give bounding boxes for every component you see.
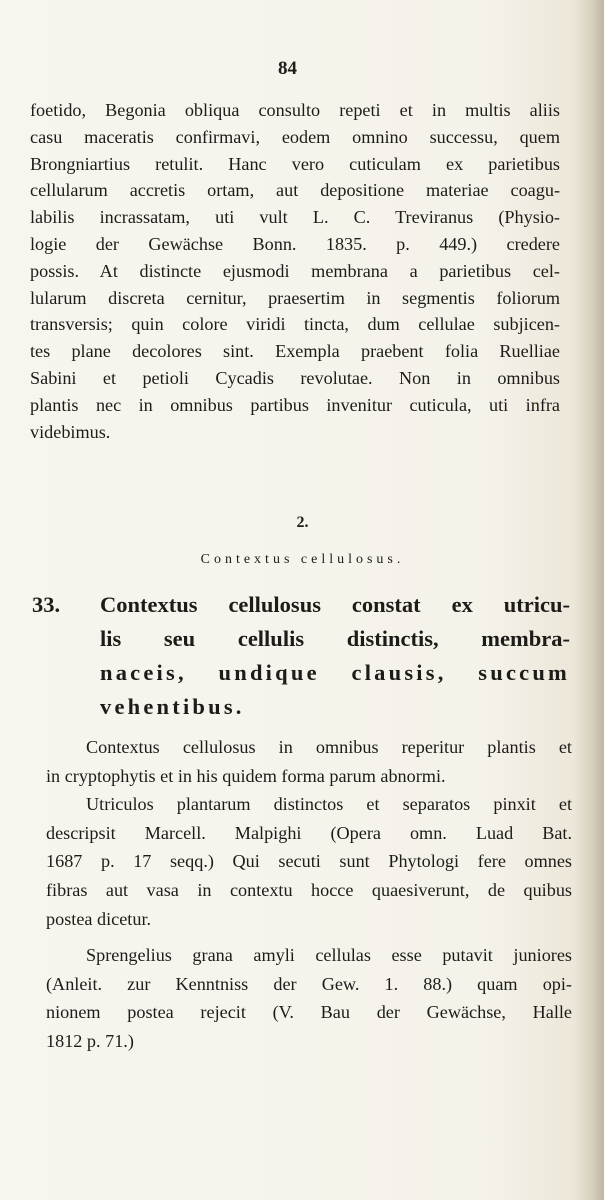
text-line: 1812 p. 71.) bbox=[46, 1030, 134, 1051]
text-line: 1687 p. 17 seqq.) Qui secuti sunt Phytologi fere omnes bbox=[46, 851, 572, 872]
text-line: (Anleit. zur Kenntniss der Gew. 1. 88.) quam opi- bbox=[46, 973, 572, 994]
text-line: nionem postea rejecit (V. Bau der Gewächse, Halle bbox=[46, 1002, 572, 1023]
thesis-line: naceis, undique clausis, succum bbox=[100, 660, 570, 685]
text-line: Contextus cellulosus in omnibus reperitur plantis et bbox=[86, 737, 572, 757]
text-line: labilis incrassatam, uti vult L. C. Treviranus (Physio- bbox=[30, 207, 560, 228]
body-paragraphs bbox=[46, 733, 572, 1056]
thesis-line bbox=[32, 588, 570, 622]
thesis-number: 33. bbox=[32, 592, 61, 617]
thesis-statement bbox=[32, 588, 570, 724]
page-edge-shadow bbox=[574, 0, 604, 1200]
text-line: foetido, Begonia obliqua consulto repeti et in multis aliis bbox=[30, 100, 560, 120]
page-number: 84 bbox=[278, 58, 297, 79]
thesis-text: Contextus cellulosus constat ex utricu- bbox=[100, 592, 570, 617]
text-line: Sabini et petioli Cycadis revolutae. Non in omnibus bbox=[30, 367, 560, 388]
text-line: postea dicetur. bbox=[46, 908, 152, 929]
text-line: tes plane decolores sint. Exempla praebent folia Ruelliae bbox=[30, 341, 560, 362]
text-line: videbimus. bbox=[30, 421, 111, 442]
text-line: casu maceratis confirmavi, eodem omnino successu, quem bbox=[30, 126, 560, 147]
text-line: lularum discreta cernitur, praesertim in segmentis foliorum bbox=[30, 287, 560, 308]
text-line: in cryptophytis et in his quidem forma parum abnormi. bbox=[46, 765, 446, 786]
intro-paragraph bbox=[30, 97, 560, 445]
text-line: cellularum accretis ortam, aut depositione materiae coagu- bbox=[30, 180, 560, 201]
section-number: 2. bbox=[296, 514, 309, 531]
text-line: logie der Gewächse Bonn. 1835. p. 449.) credere bbox=[30, 233, 560, 254]
thesis-line: vehentibus. bbox=[100, 694, 245, 719]
text-line: Utriculos plantarum distinctos et separatos pinxit et bbox=[86, 794, 572, 815]
section-title: Contextus cellulosus. bbox=[200, 552, 405, 567]
text-line: Brongniartius retulit. Hanc vero cuticulam ex parietibus bbox=[30, 153, 560, 174]
thesis-line: lis seu cellulis distinctis, membra- bbox=[100, 626, 570, 651]
text-line: descripsit Marcell. Malpighi (Opera omn. Luad Bat. bbox=[46, 822, 572, 843]
text-line: possis. At distincte ejusmodi membrana a parietibus cel- bbox=[30, 260, 560, 281]
paragraph-gap bbox=[46, 933, 572, 941]
text-line: Sprengelius grana amyli cellulas esse putavit juniores bbox=[86, 945, 572, 966]
text-line: fibras aut vasa in contextu hocce quaesiverunt, de quibus bbox=[46, 879, 572, 900]
text-line: plantis nec in omnibus partibus invenitur cuticula, uti infra bbox=[30, 394, 560, 415]
text-line: transversis; quin colore viridi tincta, dum cellulae subjicen- bbox=[30, 314, 560, 335]
